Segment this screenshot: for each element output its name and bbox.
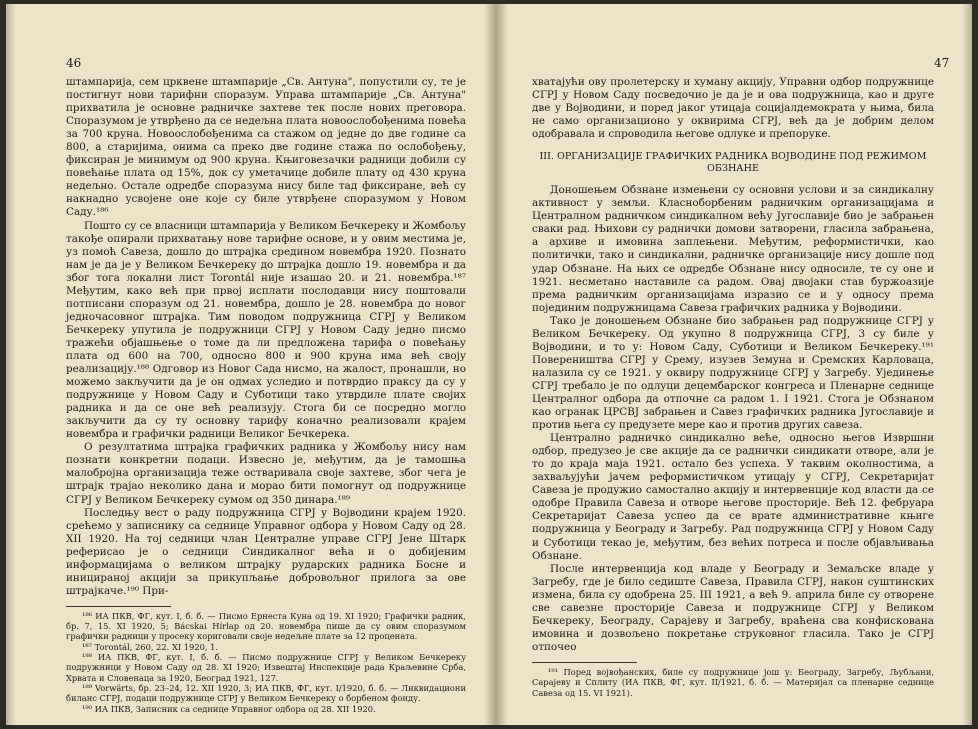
footnote-189: ¹⁸⁹ Vorwärts, бр. 23–24, 12. XII 1920, 3; ИА ПКВ, ФГ, кут. I/1920, б. б. — Ликвидациони биланс СГРЈ, подаци подружнице СГРЈ у Великом Бечкереку о борбеном фонду.	[66, 682, 466, 704]
right-paragraph-3: Централно радничко синдикално веће, односно његов Извршни одбор, предузео је све акције да се раднички синдикати отворе, али је то до краја маја 1921. остало без успеха. У таквим околностима, а захваљујући јачем реформистичком утицају у СГРЈ, Секретаријат Савеза је продужио самостално акцију и интервенције код власти да се одобре Правила Савеза и отворе његове просторије. Већ 12. фебруара Секретаријат Савеза успео да се врате административне књиге подружница у Београду и Загребу. Рад подружница СГРЈ у Новом Саду и Суботици текао је, међутим, без већих потреса и после објављивања Обзнане.	[532, 432, 934, 562]
right-text-column	[532, 76, 934, 698]
footnote-rule-right	[532, 662, 637, 663]
right-paragraph-2: Тако је доношењем Обзнане био забрањен рад подружнице СГРЈ у Великом Бечкереку. Од укупно 8 подружница СГРЈ, 3 су биле у Војводини, и то у: Новом Саду, Суботици и Великом Бечкереку.¹⁹¹ Повереништва СГРЈ у Срему, изузев Земуна и Сремских Карловаца, налазила су се 1921. у оквиру подружнице СГРЈ у Загребу. Ујединење СГРЈ требало је по одлуци децембарског конгреса и Пленарне седнице Централног одбора да отпочне са радом 1. I 1921. Стога је Обзнаном као огранак ЦРСВЈ забрањен и Савез графичких радника Југославије и против њега су предузете мере као и против других савеза.	[532, 314, 934, 432]
left-paragraph-1: штампарија, сем црквене штампарије „Св. Антуна", попустили су, те је постигнут нови тарифни споразум. Управа штампарије „Св. Антуна" прихватила је основне радничке захтеве тек после нових преговора. Споразумом је утврђено да се недељна плата новоослобођенима повећа за 700 круна. Новоослобођенима са стажом од једне до две године са 800, а старијима, онима са преко две године стажа по ослобођењу, фиксиран је минимум од 900 круна. Књиговезачки радници добили су повећање плата од 15%, док су уметачице добиле плату од 430 круна недељно. Остале одредбе споразума нису биле тад фиксиране, већ су накнадно усвојене оне које су биле утврђене споразумом у Новом Саду.¹⁸⁶	[66, 76, 466, 219]
left-paragraph-2: Пошто су се власници штампарија у Великом Бечкереку и Жомбољу такође опирали прихватању нове тарифне основе, и у овим местима је, уз помоћ Савеза, дошло до штрајка средином новембра 1920. Познато нам је да је у Великом Бечкереку до штрајка дошло 19. новембра и да због тога локални лист Torontál није изашао 20. и 21. новембра.¹⁸⁷ Међутим, како већ при првој исплати послодавци нису поштовали потписани споразум од 21. новембра, дошло је 28. новембра до новог једночасовног штрајка. Тим поводом подружница СГРЈ у Великом Бечкереку упутила је подружници СГРЈ у Новом Саду једно писмо тражећи објашњење о томе да ли предложена тарифа о повећању плата од 600 на 700, односно 800 и 900 круна има већ своју реализацију.¹⁸⁸ Одговор из Новог Сада нисмо, на жалост, пронашли, но можемо закључити да је он одмах уследио и потврдио праксу да су у подружнице у Новом Саду и Суботици тако утврдиле плате својих радника и да се оне већ реализују. Стога би се посредно могло закључити да су ту основну тарифу коначно реализовали крајем новембра и графички радници Великог Бечкерека.	[66, 219, 466, 441]
right-page	[502, 4, 972, 725]
footnote-190: ¹⁹⁰ ИА ПКВ, Записник са седнице Управног одбора од 28. XII 1920.	[82, 703, 376, 714]
left-paragraph-3: О резултатима штрајка графичких радника у Жомбољу нису нам познати конкретни подаци. Извесно је, међутим, да је тамошња малобројна организација теже остваривала своје захтеве, због чега је штрајк трајао неколико дана и морао бити помогнут од подружнице СГРЈ у Великом Бечкереку сумом од 350 динара.¹⁸⁹	[66, 441, 466, 506]
footnote-191: ¹⁹¹ Поред војвођанских, биле су подружнице још у: Београду, Загребу, Љубљани, Сарајеву и Сплиту (ИА ПКВ, ФГ, кут. II/1921, б. б. — Материјал са пленарне седнице Савеза од 15. VI 1921).	[532, 666, 934, 698]
right-paragraph-continued: хватајући ову пролетерску и хуману акцију, Управни одбор подружнице СГРЈ у Новом Саду посведочио је да је и ова подружница, као и друге две у Војводини, и поред јаког утицаја социјалдемократа у њима, била не само организационо у оквирима СГРЈ, већ да је добрим делом одобравала и спроводила његове одлуке и препоруке.	[532, 76, 934, 141]
left-paragraph-4: Последњу вест о раду подружница СГРЈ у Војводини крајем 1920. срећемо у записнику са седнице Управног одбора у Новом Саду од 28. XII 1920. На тој седници члан Централне управе СГРЈ Јене Штарк реферисао је о седници Синдикалног већа и о добијеним информацијама о великом штрајку рударских радника Босне и иницираној акцији за прикупљање добровољног прилога за ове штрајкаче.¹⁹⁰ При-	[66, 506, 466, 597]
left-text-column	[66, 76, 466, 714]
right-paragraph-4: После интервенција код владе у Београду и Земаљске владе у Загребу, где је било седиште Савеза, Правила СГРЈ, након суштинских измена, била су одобрена 25. III 1921, а већ 9. априла биле су отворене све савезне просторије Савеза и подружнице СГРЈ у Великом Бечкереку, Београду, Сарајеву и Загребу, враћена сва конфискована имовина и дозвољено покретање струковног гласила. Тако је СГРЈ отпочео	[532, 562, 934, 653]
footnote-188: ¹⁸⁸ ИА ПКВ, ФГ, кут. I, б. б. — Писмо подружнице СГРЈ у Великом Бечкереку подружници у Новом Саду од 28. XI 1920; Извештај Инспекције рада Краљевине Срба, Хрвата и Словенаца за 1920, Београд 1921, 127.	[66, 652, 466, 683]
left-page	[6, 4, 488, 725]
right-paragraph-1: Доношењем Обзнане измењени су основни услови и за синдикалну активност у земљи. Класноборбеним радничким организацијама и Централном радничком синдикалном већу Југославије био је забрањен сваки рад. Њихови су раднички домови затворени, гласила забрањена, а архиве и имовина заплењени. Међутим, реформистички, као политички, тако и синдикални, радничке организације нису дошле под удар Обзнане. На њих се одредбе Обзнане нису односиле, те су оне и 1921. несметано наставиле са радом. Овај двојаки став буржоазије према радничким организацијама изразио се и у односу према појединим подружницама Савеза графичких радника у Војводини.	[532, 184, 934, 314]
book-spread	[6, 4, 972, 725]
section-heading: III. ОРГАНИЗАЦИЈЕ ГРАФИЧКИХ РАДНИКА ВОЈВОДИНЕ ПОД РЕЖИМОМ ОБЗНАНЕ	[539, 151, 927, 175]
page-number-left: 46	[66, 56, 82, 70]
footnote-187: ¹⁸⁷ Torontál, 260, 22. XI 1920, 1.	[82, 641, 219, 652]
footnote-rule-left	[66, 606, 171, 607]
footnote-186: ¹⁸⁶ ИА ПКВ, ФГ, кут. I, б. б. — Писмо Ернеста Куна од 19. XI 1920; Графички радник, бр. 7, 15. XI 1920, 5; Bácskai Hírlap од 20. новембра пише да су овим споразумом графички радници у просеку кориговали своје недељне плате за 12 процената.	[66, 610, 466, 642]
page-number-right: 47	[934, 56, 950, 70]
